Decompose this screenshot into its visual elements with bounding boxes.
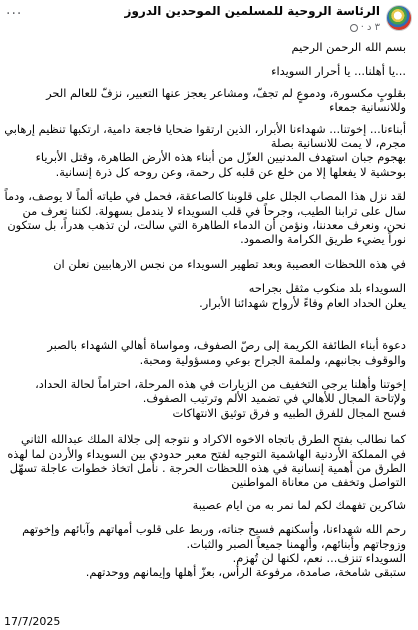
post-paragraph: بقلوبٍ مكسورة، ودموعٍ لم تجفّ، ومشاعر يعجز عنها التعبير، نزفّ للعالم الحر وللانسانية جمعاء bbox=[42, 85, 406, 115]
post-meta bbox=[350, 22, 380, 33]
page-name[interactable]: الرئاسة الروحية للمسلمين الموحدين الدروز bbox=[124, 4, 380, 18]
post-paragraph: بسم الله الرحمن الرحيم bbox=[291, 40, 406, 54]
post-paragraph: السويداء بلد منكوب مثقل بجراحه bbox=[248, 281, 406, 296]
post-paragraph: يعلن الحداد العام وفاءً لأرواح شهدائنا الأبرار. bbox=[199, 295, 406, 310]
post-paragraph: ...يا أهلنا... يا أحرار السويداء bbox=[271, 64, 406, 79]
post-date: 17/7/2025 bbox=[4, 615, 61, 628]
post-time[interactable]: ٣ د bbox=[366, 22, 380, 33]
post-paragraph: شاكرين تفهمك لكم لما نمر به من ايام عصيبة bbox=[192, 497, 406, 512]
meta-separator: · bbox=[360, 22, 364, 33]
post-paragraph: فسح المجال للفرق الطبيه و فرق توثيق الانتهاكات bbox=[172, 405, 406, 420]
post-paragraph: بهجوم جبان استهدف المدنيين العزّل من أبناء هذه الأرض الطاهرة، وقتل الأبرياء بوحشية لا يفعلها إلا من خلع عن قلبه كل رحمة، وعن روحه كل ذرة إنسانية. bbox=[31, 150, 406, 179]
post-paragraph: كما نطالب بفتح الطرق باتجاه الاخوه الاكراد و نتوجه إلى جلالة الملك عبدالله الثاني في المملكة الأردنية الهاشمية التوجيه لفتح معبر حدودي بين السويداء والأردن لما لهذه الطرق من أهمية إنسانية في هذه اللحظات الحرجة . نأمل اتخاذ خطوات عاجلة تسهّل التواصل وتخفف من معاناة المواطنين bbox=[3, 432, 406, 490]
post-body bbox=[0, 40, 418, 580]
post-paragraph: إخوتنا وأهلنا يرجى التخفيف من الزيارات في هذه المرحلة، احتراماً لحالة الحداد، ولإتاحة المجال للأهالي في تضميد الألم وترتيب الصفوف. bbox=[31, 376, 406, 406]
post-paragraph: ستبقى شامخة، صامدة، مرفوعة الرأس، بعزّ أهلها وإيمانهم ووحدتهم. bbox=[85, 565, 406, 580]
post-paragraph: في هذه اللحظات العصيبة وبعد تطهير السويداء من نجس الارهابيين نعلن ان bbox=[53, 256, 406, 271]
post-paragraph: رحم الله شهداءنا، وأسكنهم فسيح جناته، وربط على قلوب أمهاتهم وآبائهم وإخوتهم وزوجاتهم وأبنائهم، وألهمنا جميعاً الصبر والثبات. bbox=[18, 522, 406, 551]
more-options-icon[interactable]: ··· bbox=[6, 6, 23, 22]
globe-icon bbox=[350, 24, 358, 32]
post-paragraph: السويداء تنزف... نعم، لكنها لن تُهزم. bbox=[232, 550, 406, 565]
post-paragraph: دعوة أبناء الطائفة الكريمة إلى رصّ الصفوف، ومواساة أهالي الشهداء بالصبر والوقوف بجانبهم، ولملمة الجراح بوعي ومسؤولية ومحبة. bbox=[43, 338, 406, 367]
page-avatar[interactable] bbox=[386, 5, 412, 31]
post-header bbox=[0, 0, 418, 38]
post-paragraph: لقد نزل هذا المصاب الجلل على قلوبنا كالصاعقة، فحمل في طياته ألماً لا يوصف، ودماً سال على ترابنا الطيب، وجرحاً في قلب السويداء لا يندمل بسهولة. لكننا نعرف من نحن، ونعرف معدننا، ونؤمن أن الدماء الطاهرة التي سالت، لن تذهب هدراً، بل ستكون نوراً يضيء طريق الكرامة والصمود. bbox=[0, 189, 406, 247]
post-paragraph: أبناءنا... إخوتنا... شهداءنا الأبرار، الذين ارتقوا ضحايا فاجعة دامية، ارتكبها تنظيم إرهابي مجرم، لا يمت للانسانية بصلة bbox=[0, 121, 406, 151]
